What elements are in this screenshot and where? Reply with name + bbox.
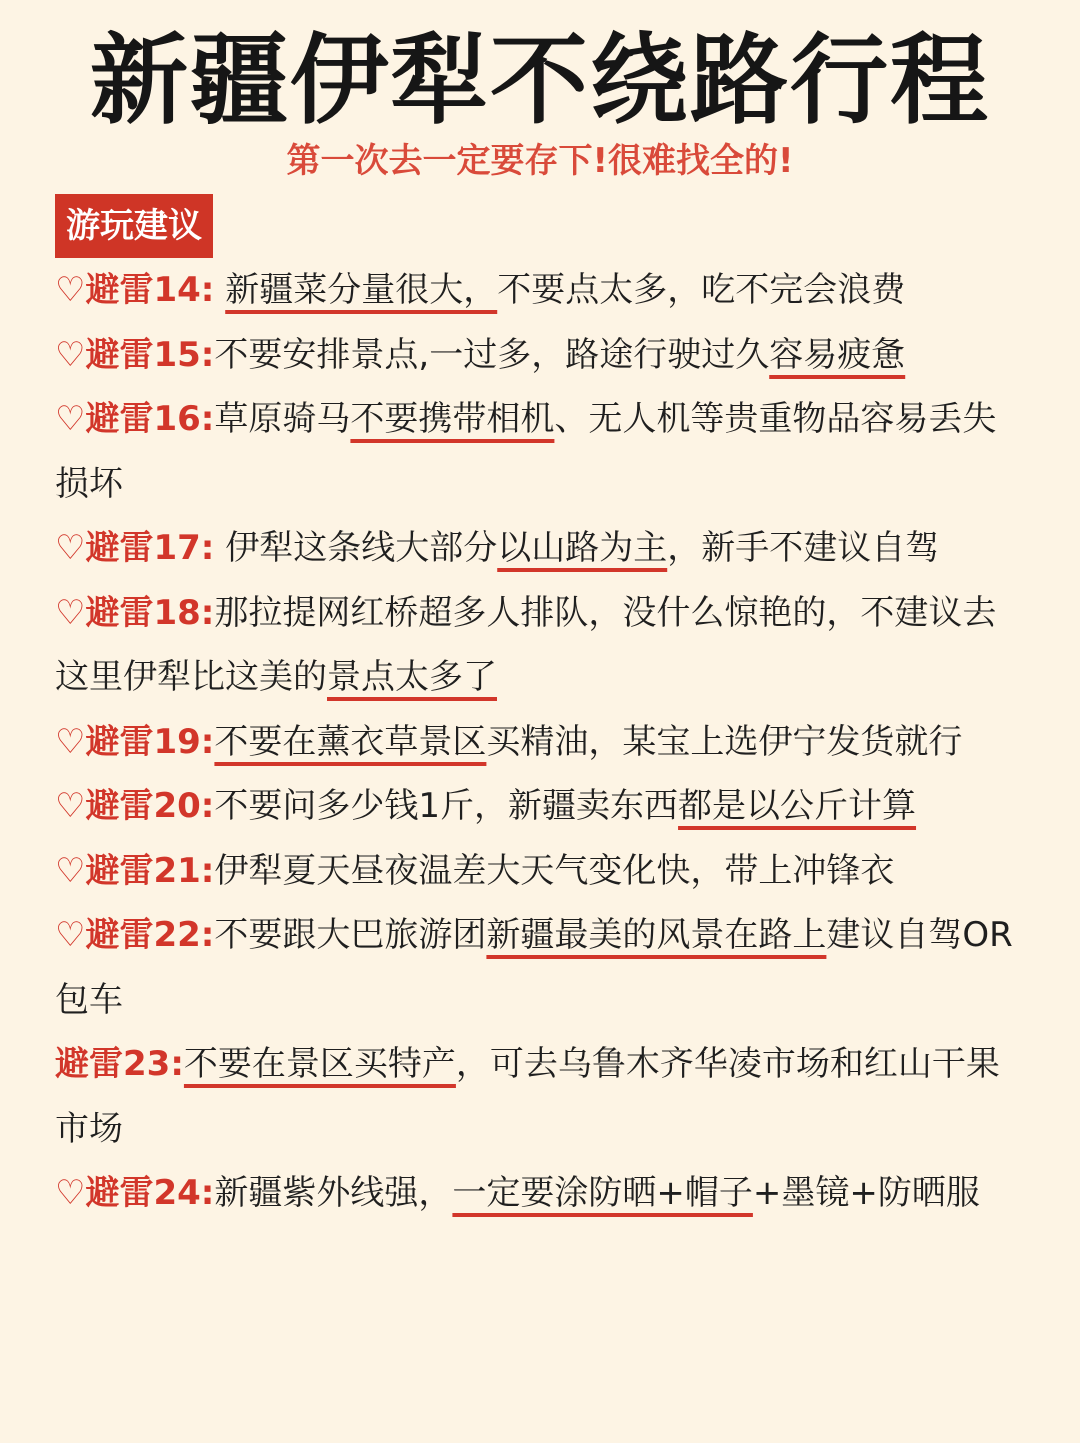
- tip-label: ♡避雷22:: [55, 915, 215, 955]
- tip-highlight: 不要在景区买特产: [183, 1044, 456, 1084]
- tip-item-21: [55, 839, 1015, 904]
- tip-text: 那拉提网红桥超多人排队，没什么惊艳的，不建议去这里伊犁比这美的: [55, 592, 997, 697]
- tip-list: [55, 258, 1015, 1226]
- tip-item-20: [55, 774, 1015, 839]
- tip-text: 草原骑马: [214, 399, 351, 439]
- section-tag: 游玩建议: [55, 194, 213, 258]
- tip-label: ♡避雷20:: [55, 786, 215, 826]
- tip-highlight: 新疆菜分量很大，: [225, 270, 498, 310]
- tip-label: 避雷23:: [55, 1044, 184, 1084]
- tip-text: +墨镜+防晒服: [752, 1173, 980, 1213]
- tip-text: 不要跟大巴旅游团: [214, 915, 487, 955]
- tip-label: ♡避雷17:: [55, 528, 215, 568]
- tip-highlight: 以山路为主: [497, 528, 668, 568]
- tip-label: ♡避雷24:: [55, 1173, 215, 1213]
- page-subtitle: 第一次去一定要存下!很难找全的!: [286, 141, 794, 181]
- tip-item-16: [55, 387, 1015, 516]
- tip-label: ♡避雷15:: [55, 334, 215, 375]
- tip-label: ♡避雷21:: [55, 850, 215, 891]
- tip-text: 不要点太多，吃不完会浪费: [497, 270, 906, 310]
- tip-highlight: 都是以公斤计算: [678, 786, 917, 826]
- page-title: 新疆伊犁不绕路行程: [89, 24, 990, 138]
- tip-label: ♡避雷19:: [55, 721, 215, 762]
- tip-item-22: [55, 903, 1015, 1032]
- tip-text: 伊犁这条线大部分: [214, 528, 498, 568]
- tip-text: 不要安排景点,一过多，路途行驶过久: [214, 334, 770, 375]
- tip-text: 建议自驾OR包车: [55, 915, 1013, 1020]
- tip-highlight: 不要携带相机: [350, 399, 555, 439]
- tip-text: ，新手不建议自驾: [667, 528, 940, 568]
- tip-item-18: [55, 581, 1015, 710]
- tip-item-14: [55, 258, 1015, 323]
- tip-text: ，可去乌鲁木齐华凌市场和红山干果市场: [55, 1044, 1000, 1149]
- tip-item-19: [55, 710, 1015, 775]
- tip-text: 买精油，某宝上选伊宁发货就行: [486, 721, 963, 762]
- tip-label: ♡避雷14:: [55, 270, 215, 310]
- tip-highlight: 一定要涂防晒+帽子: [452, 1173, 753, 1213]
- tip-item-15: [55, 323, 1015, 388]
- tip-text: 、无人机等贵重物品容易丢失损坏: [55, 399, 997, 504]
- tip-text: 伊犁夏天昼夜温差大天气变化快，带上冲锋衣: [214, 850, 895, 891]
- tip-label: ♡避雷18:: [55, 592, 215, 633]
- tip-highlight: 新疆最美的风景在路上: [486, 915, 827, 955]
- tip-text: 新疆紫外线强，: [214, 1173, 453, 1213]
- tip-highlight: 不要在薰衣草景区: [214, 721, 487, 762]
- tip-highlight: 景点太多了: [327, 657, 497, 697]
- tip-item-24: [55, 1161, 1015, 1226]
- tip-item-23: [55, 1032, 1015, 1161]
- tip-item-17: [55, 516, 1015, 581]
- tip-highlight: 容易疲惫: [769, 334, 906, 375]
- tip-label: ♡避雷16:: [55, 399, 215, 439]
- tip-text: 不要问多少钱1斤，新疆卖东西: [214, 786, 679, 826]
- tip-text: [214, 270, 225, 310]
